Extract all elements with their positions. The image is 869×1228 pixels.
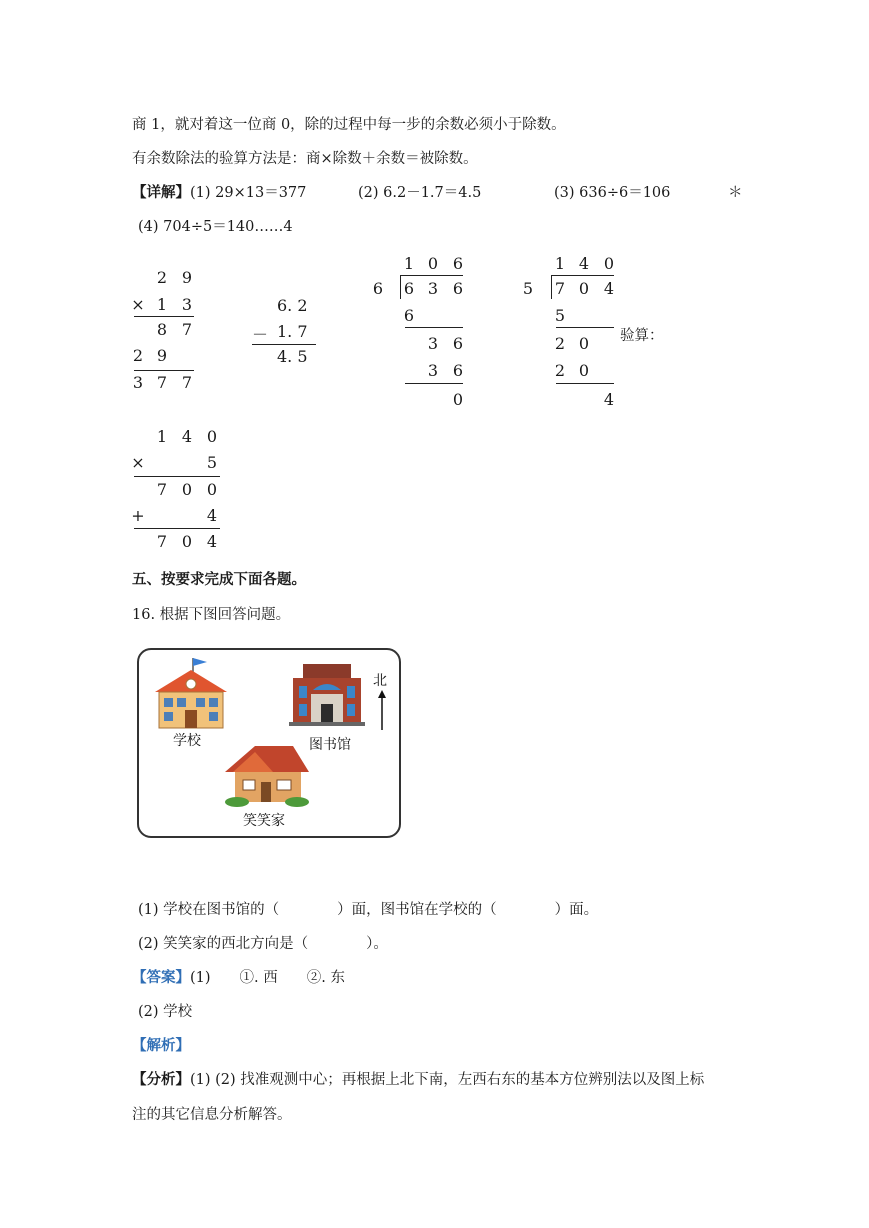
operator: × [131,453,145,472]
direction-map [137,648,401,838]
digit: 4 [206,506,218,525]
digit: 0 [578,361,590,380]
detail-item-1: (1) 29×13＝377 [190,185,307,201]
digit: 6 [452,254,464,273]
detail-row [132,181,190,202]
digit: 2 [132,346,144,365]
digit: 7 [554,279,566,298]
analysis-body-1: (1) (2) 找准观测中心；再根据上北下南，左西右东的基本方位辨别法以及图上标 [190,1072,705,1088]
answer-row [132,966,345,987]
north-arrow-icon [377,690,387,730]
digit: 4 [181,427,193,446]
analysis-head: 【分析】 [132,1072,190,1088]
digit: 3 [132,373,144,392]
detail-label: 【详解】 [132,185,190,201]
operator: × [131,295,145,314]
digit: 1 [554,254,566,273]
digit: 4 [206,532,218,551]
digit: 1 [156,295,168,314]
digit: 0 [181,480,193,499]
divisor: 6 [372,279,384,298]
house-icon [223,742,311,808]
operator: + [131,506,145,525]
text-line-1: 商 1，就对着这一位商 0，除的过程中每一步的余数必须小于除数。 [132,117,566,133]
question-16-2: (2) 笑笑家的西北方向是（ ）。 [138,936,388,952]
north-label: 北 [373,673,387,689]
remainder: 0 [452,390,464,409]
digit: 0 [206,427,218,446]
check-label: 验算： [620,328,664,344]
digit: 4 [603,279,615,298]
digit: 5 [554,306,566,325]
digit: 2 [554,334,566,353]
school-icon [151,654,231,730]
minuend: 6. 2 [277,296,308,315]
answer-2: (2) 学校 [138,1004,193,1020]
digit: 6 [452,334,464,353]
library-label: 图书馆 [309,737,351,753]
remainder: 4 [603,390,615,409]
digit: 0 [206,480,218,499]
school-label: 学校 [173,733,201,749]
home-label: 笑笑家 [243,813,285,829]
digit: 1 [156,427,168,446]
answer-label: 【答案】 [132,970,190,986]
library-icon [289,660,365,726]
digit: 0 [578,334,590,353]
question-16-1: (1) 学校在图书馆的（ ）面，图书馆在学校的（ ）面。 [138,902,599,918]
detail-item-4: (4) 704÷5＝140……4 [138,219,293,235]
digit: 9 [156,346,168,365]
analysis-row [132,1068,704,1089]
digit: 7 [156,532,168,551]
divisor: 5 [522,279,534,298]
digit: 8 [156,320,168,339]
digit: 7 [181,373,193,392]
asterisk-mark: ＊ [728,185,743,201]
digit: 3 [427,361,439,380]
digit: 0 [181,532,193,551]
digit: 2 [554,361,566,380]
section-title: 五、按要求完成下面各题。 [132,572,306,588]
digit: 2 [156,268,168,287]
digit: 0 [603,254,615,273]
digit: 7 [156,373,168,392]
subtrahend: 1. 7 [277,322,308,341]
digit: 6 [403,279,415,298]
digit: 3 [427,334,439,353]
question-16: 16. 根据下图回答问题。 [132,607,291,623]
digit: 7 [181,320,193,339]
digit: 7 [156,480,168,499]
digit: 1 [403,254,415,273]
analysis-label: 【解析】 [132,1038,190,1054]
digit: 6 [452,361,464,380]
analysis-body-2: 注的其它信息分析解答。 [132,1107,292,1123]
difference: 4. 5 [277,347,308,366]
digit: 3 [181,295,193,314]
digit: 0 [427,254,439,273]
detail-item-3: (3) 636÷6＝106 [554,185,671,201]
digit: 6 [403,306,415,325]
text-line-2: 有余数除法的验算方法是：商×除数＋余数＝被除数。 [132,151,478,167]
operator: － [252,325,269,344]
digit: 3 [427,279,439,298]
digit: 5 [206,453,218,472]
digit: 0 [578,279,590,298]
digit: 9 [181,268,193,287]
detail-item-2: (2) 6.2－1.7＝4.5 [358,185,482,201]
answer-1: (1) ①. 西 ②. 东 [190,970,345,986]
digit: 6 [452,279,464,298]
digit: 4 [578,254,590,273]
